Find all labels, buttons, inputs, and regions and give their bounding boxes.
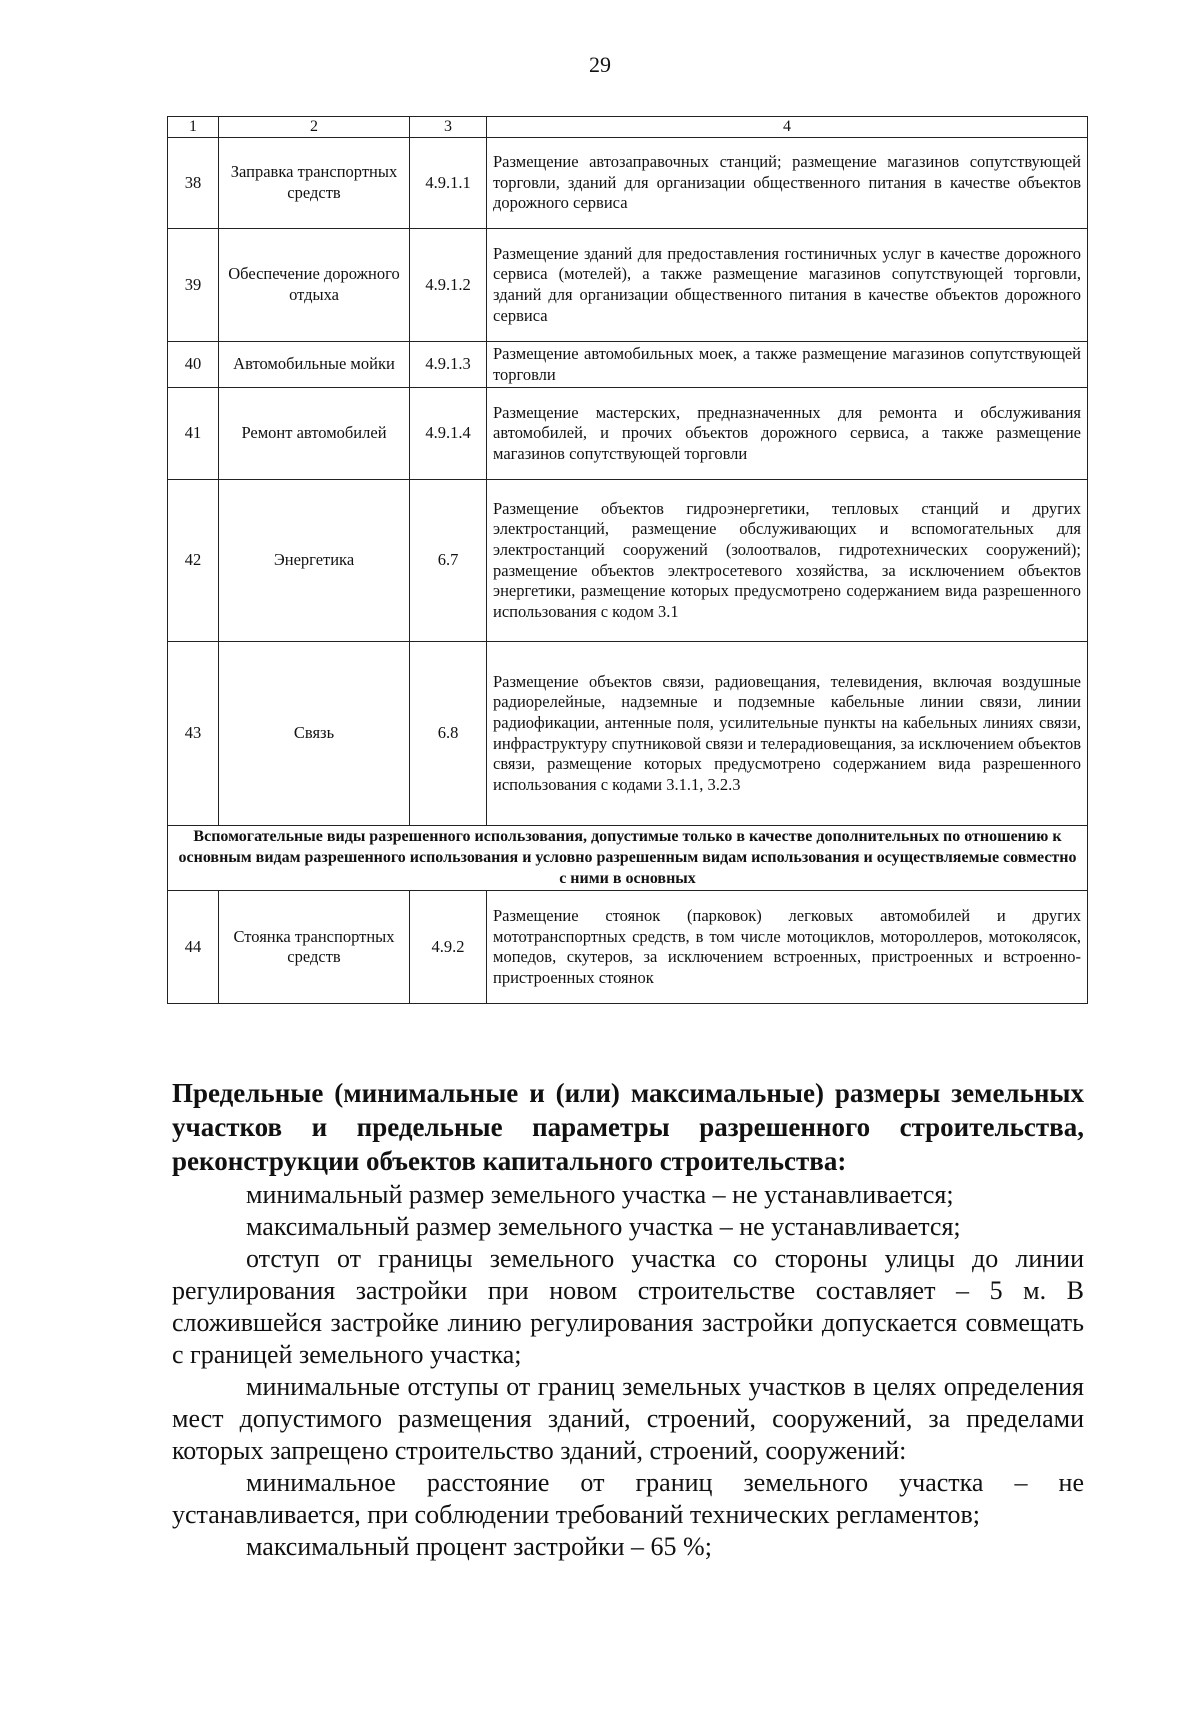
use-type-description: Размещение автозаправочных станций; размещение магазинов сопутствующей торговли, зданий для организации общественного питания в качестве объектов дорожного сервиса (487, 138, 1088, 229)
paragraph: максимальный размер земельного участка – не устанавливается; (246, 1212, 961, 1241)
use-type-description: Размещение мастерских, предназначенных для ремонта и обслуживания автомобилей, и прочих объектов дорожного сервиса, а также размещение магазинов сопутствующей торговли (487, 388, 1088, 480)
column-header-4: 4 (487, 117, 1088, 138)
table-header-row (168, 117, 1088, 138)
use-type-description: Размещение стоянок (парковок) легковых автомобилей и других мототранспортных средств, в том числе мотоциклов, мотороллеров, мотоколясок, мопедов, скутеров, за исключением встроенных, пристроенных и встроенно-пристроенных стоянок (487, 891, 1088, 1004)
use-type-name: Энергетика (219, 480, 410, 642)
table-row (168, 480, 1088, 642)
row-number: 44 (168, 891, 219, 1004)
use-type-code: 4.9.2 (410, 891, 487, 1004)
table-row (168, 891, 1088, 1004)
use-type-description: Размещение автомобильных моек, а также размещение магазинов сопутствующей торговли (487, 342, 1088, 388)
row-number: 38 (168, 138, 219, 229)
page-number: 29 (589, 52, 611, 77)
table-row (168, 138, 1088, 229)
table-row (168, 642, 1088, 826)
table-row (168, 229, 1088, 342)
row-number: 39 (168, 229, 219, 342)
use-type-name: Заправка транспортных средств (219, 138, 410, 229)
row-number: 41 (168, 388, 219, 480)
table-row (168, 388, 1088, 480)
column-header-3: 3 (410, 117, 487, 138)
use-type-code: 4.9.1.4 (410, 388, 487, 480)
use-type-name: Автомобильные мойки (219, 342, 410, 388)
paragraph: отступ от границы земельного участка со стороны улицы до линии регулирования застройки при новом строительстве составляет – 5 м. В сложившейся застройке линию регулирования застройки допускается совмещать с границей земельного участка; (172, 1244, 1084, 1369)
auxiliary-uses-section-heading: Вспомогательные виды разрешенного использования, допустимые только в качестве дополнительных по отношению к основным видам разрешенного использования и условно разрешенным видам использования и осуществляемые совместно с ними в основных (168, 826, 1088, 891)
use-type-name: Связь (219, 642, 410, 826)
use-type-name: Ремонт автомобилей (219, 388, 410, 480)
use-type-code: 4.9.1.1 (410, 138, 487, 229)
paragraph: максимальный процент застройки – 65 %; (246, 1532, 712, 1561)
permitted-use-table (167, 116, 1088, 1004)
use-type-description: Размещение объектов гидроэнергетики, тепловых станций и других электростанций, размещение обслуживающих и вспомогательных для электростанций сооружений (золоотвалов, гидротехнических сооружений); размещение объектов электросетевого хозяйства, за исключением объектов энергетики, размещение которых предусмотрено содержанием вида разрешенного использования с кодом 3.1 (487, 480, 1088, 642)
row-number: 40 (168, 342, 219, 388)
paragraph: минимальный размер земельного участка – не устанавливается; (246, 1180, 954, 1209)
use-type-name: Обеспечение дорожного отдыха (219, 229, 410, 342)
paragraph: минимальные отступы от границ земельных участков в целях определения мест допустимого размещения зданий, строений, сооружений, за пределами которых запрещено строительство зданий, строений, сооружений: (172, 1372, 1084, 1465)
use-type-description: Размещение объектов связи, радиовещания, телевидения, включая воздушные радиорелейные, надземные и подземные кабельные линии связи, линии радиофикации, антенные поля, усилительные пункты на кабельных линиях связи, инфраструктуру спутниковой связи и телерадиовещания, за исключением объектов связи, размещение которых предусмотрено содержанием вида разрешенного использования с кодами 3.1.1, 3.2.3 (487, 642, 1088, 826)
table-section-row (168, 826, 1088, 891)
use-type-code: 4.9.1.3 (410, 342, 487, 388)
parameters-body (172, 1179, 1084, 1563)
row-number: 42 (168, 480, 219, 642)
use-type-code: 6.7 (410, 480, 487, 642)
use-type-description: Размещение зданий для предоставления гостиничных услуг в качестве дорожного сервиса (мотелей), а также размещение магазинов сопутствующей торговли, зданий для организации общественного питания в качестве объектов дорожного сервиса (487, 229, 1088, 342)
row-number: 43 (168, 642, 219, 826)
table-row (168, 342, 1088, 388)
use-type-code: 4.9.1.2 (410, 229, 487, 342)
use-type-name: Стоянка транспортных средств (219, 891, 410, 1004)
paragraph: минимальное расстояние от границ земельного участка – не устанавливается, при соблюдении требований технических регламентов; (172, 1468, 1084, 1529)
parameters-heading: Предельные (минимальные и (или) максимальные) размеры земельных участков и предельные параметры разрешенного строительства, реконструкции объектов капитального строительства: (172, 1078, 1084, 1176)
column-header-1: 1 (168, 117, 219, 138)
column-header-2: 2 (219, 117, 410, 138)
use-type-code: 6.8 (410, 642, 487, 826)
